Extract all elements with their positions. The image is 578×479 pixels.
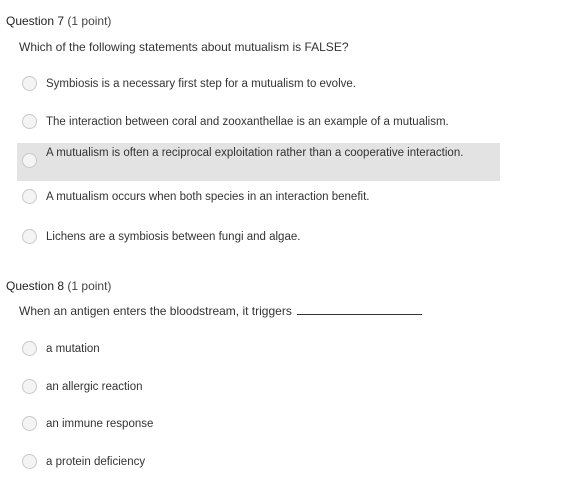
question-number: Question 8: [6, 279, 65, 293]
answer-option[interactable]: [17, 74, 500, 94]
radio-button[interactable]: [22, 229, 37, 244]
radio-button[interactable]: [22, 341, 37, 356]
answer-option-label: an immune response: [46, 418, 154, 430]
radio-button[interactable]: [22, 153, 37, 168]
answer-option[interactable]: [17, 339, 500, 359]
answer-option-label: a protein deficiency: [46, 456, 146, 468]
question-prompt: Which of the following statements about mutualism is FALSE?: [19, 40, 349, 54]
question-header: [6, 14, 111, 28]
radio-button[interactable]: [22, 416, 37, 431]
question-prompt-row: [19, 304, 422, 318]
radio-button[interactable]: [22, 454, 37, 469]
answer-option-label: Symbiosis is a necessary first step for a mutualism to evolve.: [46, 78, 356, 90]
answer-option-label: a mutation: [46, 343, 100, 355]
answer-option-label: A mutualism is often a reciprocal exploitation rather than a cooperative interaction.: [46, 147, 464, 159]
answer-option[interactable]: [17, 414, 500, 434]
radio-button[interactable]: [22, 189, 37, 204]
answer-option[interactable]: [17, 143, 500, 181]
question-prompt: When an antigen enters the bloodstream, it triggers: [19, 304, 292, 318]
answer-option-label: The interaction between coral and zooxanthellae is an example of a mutualism.: [46, 116, 449, 128]
question-points: (1 point): [67, 279, 112, 293]
answer-blank: [297, 304, 422, 315]
question-points: (1 point): [67, 14, 112, 28]
answer-option[interactable]: [17, 452, 500, 472]
radio-button[interactable]: [22, 379, 37, 394]
radio-button[interactable]: [22, 114, 37, 129]
answer-option-label: A mutualism occurs when both species in an interaction benefit.: [46, 191, 370, 203]
answer-option[interactable]: [17, 377, 500, 397]
answer-option-label: Lichens are a symbiosis between fungi and algae.: [46, 231, 301, 243]
answer-option-label: an allergic reaction: [46, 381, 143, 393]
answer-option[interactable]: [17, 227, 500, 247]
radio-button[interactable]: [22, 76, 37, 91]
question-header: [6, 279, 111, 293]
question-number: Question 7: [6, 14, 65, 28]
answer-option[interactable]: [17, 187, 500, 207]
answer-option[interactable]: [17, 112, 500, 132]
